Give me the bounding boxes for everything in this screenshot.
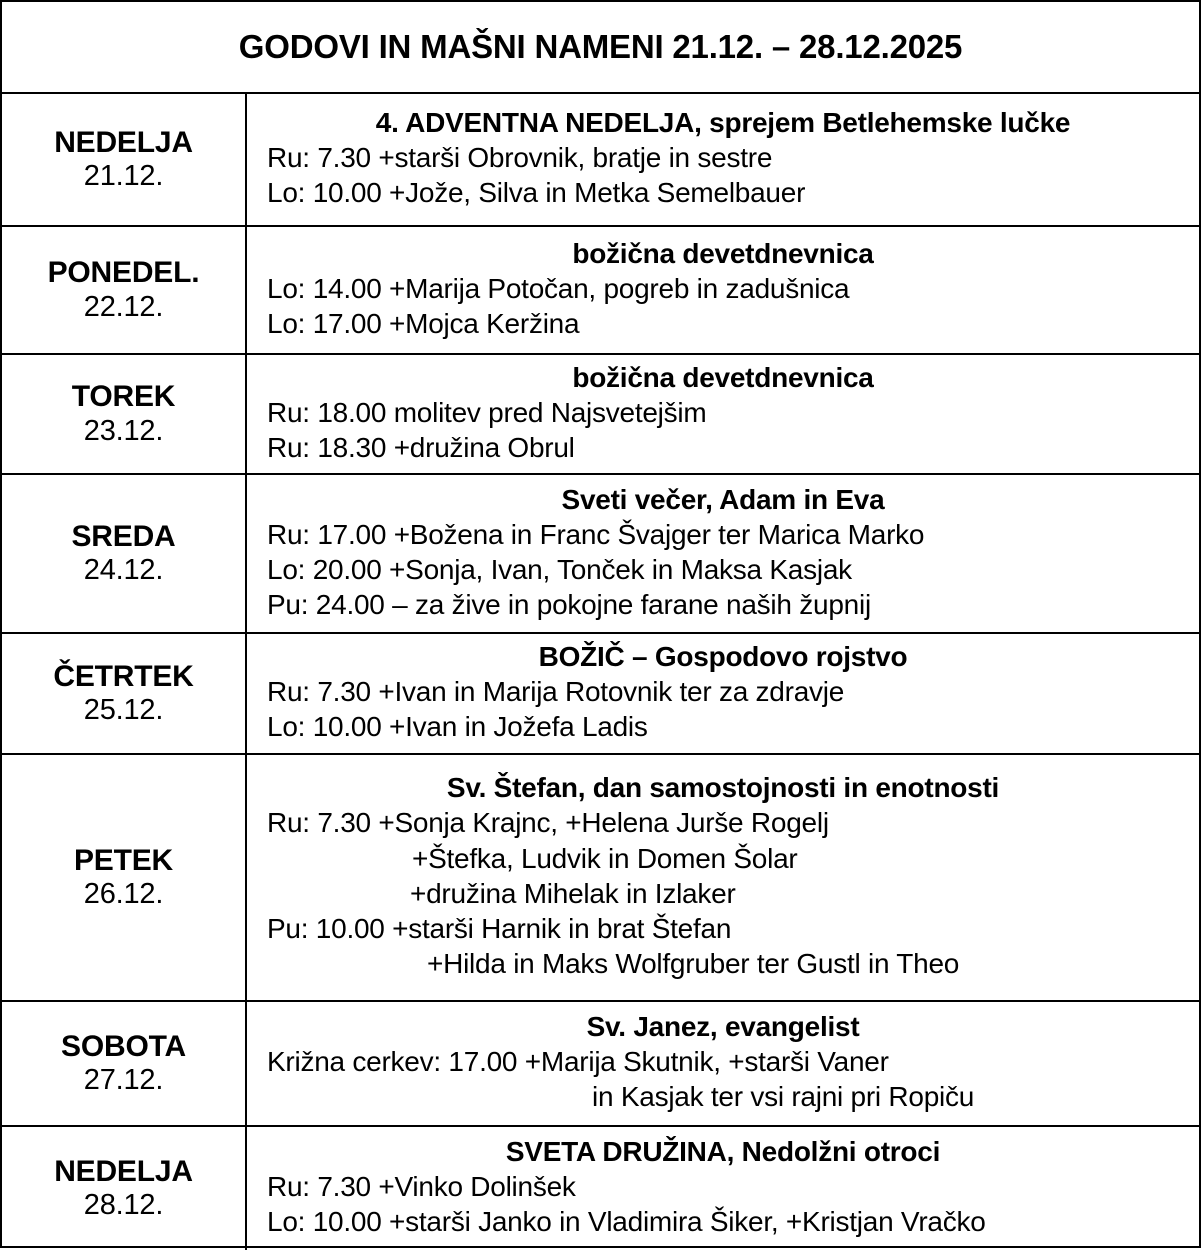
schedule-rows <box>2 94 1199 1250</box>
mass-intention-line: in Kasjak ter vsi rajni pri Ropiču <box>592 1081 975 1113</box>
table-row <box>2 94 1199 227</box>
mass-intention-line: Ru: 7.30 +starši Obrovnik, bratje in sestre <box>267 142 773 174</box>
feast-heading: SVETA DRUŽINA, Nedolžni otroci <box>505 1136 941 1168</box>
mass-intention-line: Ru: 17.00 +Božena in Franc Švajger ter Marica Marko <box>267 518 925 550</box>
entries-cell <box>247 755 1199 1000</box>
day-name: NEDELJA <box>54 1154 193 1188</box>
table-row <box>2 355 1199 475</box>
mass-intention-line: Ru: 7.30 +Vinko Dolinšek <box>267 1171 576 1203</box>
entries-cell <box>247 1002 1199 1125</box>
day-cell <box>2 227 247 353</box>
entries-cell <box>247 475 1199 632</box>
day-name: PETEK <box>73 843 174 877</box>
mass-intention-line: +Štefka, Ludvik in Domen Šolar <box>412 842 798 874</box>
feast-heading: BOŽIČ – Gospodovo rojstvo <box>538 641 908 673</box>
table-row <box>2 475 1199 634</box>
feast-heading: božična devetdnevnica <box>572 237 874 269</box>
day-date: 26.12. <box>83 878 164 911</box>
day-date: 24.12. <box>83 554 164 587</box>
mass-intention-line: Lo: 10.00 +Jože, Silva in Metka Semelbauer <box>267 177 806 209</box>
table-row <box>2 755 1199 1002</box>
mass-intention-line: +Hilda in Maks Wolfgruber ter Gustl in Theo <box>427 948 960 980</box>
day-name: TOREK <box>71 380 176 414</box>
day-name: NEDELJA <box>54 125 193 159</box>
day-cell <box>2 634 247 753</box>
mass-intention-line: Pu: 24.00 – za žive in pokojne farane naših župnij <box>267 589 871 621</box>
day-name: PONEDEL. <box>47 256 200 290</box>
mass-intention-line: Lo: 10.00 +Ivan in Jožefa Ladis <box>267 711 648 743</box>
entries-cell <box>247 634 1199 753</box>
feast-heading: Sv. Janez, evangelist <box>586 1011 860 1043</box>
mass-intention-line: Križna cerkev: 17.00 +Marija Skutnik, +starši Vaner <box>267 1046 889 1078</box>
page-title: GODOVI IN MAŠNI NAMENI 21.12. – 28.12.2025 <box>238 28 963 65</box>
feast-heading: 4. ADVENTNA NEDELJA, sprejem Betlehemske lučke <box>375 107 1071 139</box>
mass-intention-line: +družina Mihelak in Izlaker <box>410 877 736 909</box>
day-cell <box>2 1127 247 1250</box>
mass-intention-line: Ru: 7.30 +Sonja Krajnc, +Helena Jurše Rogelj <box>267 807 829 839</box>
day-cell <box>2 755 247 1000</box>
mass-intention-line: Lo: 14.00 +Marija Potočan, pogreb in zadušnica <box>267 272 850 304</box>
feast-heading: Sveti večer, Adam in Eva <box>561 483 885 515</box>
day-date: 27.12. <box>83 1064 164 1097</box>
mass-intention-line: Lo: 20.00 +Sonja, Ivan, Tonček in Maksa Kasjak <box>267 553 852 585</box>
day-name: SOBOTA <box>61 1029 186 1063</box>
feast-heading: Sv. Štefan, dan samostojnosti in enotnosti <box>446 772 1000 804</box>
day-cell <box>2 94 247 225</box>
entries-cell <box>247 94 1199 225</box>
table-row <box>2 1002 1199 1127</box>
entries-cell <box>247 1127 1199 1250</box>
entries-cell <box>247 355 1199 473</box>
day-date: 23.12. <box>83 414 164 447</box>
entries-cell <box>247 227 1199 353</box>
table-row <box>2 227 1199 355</box>
day-cell <box>2 475 247 632</box>
mass-intention-line: Pu: 10.00 +starši Harnik in brat Štefan <box>267 913 732 945</box>
table-row <box>2 634 1199 755</box>
table-row <box>2 1127 1199 1250</box>
day-cell <box>2 1002 247 1125</box>
mass-intention-line: Ru: 18.00 molitev pred Najsvetejšim <box>267 396 707 428</box>
mass-intention-line: Ru: 18.30 +družina Obrul <box>267 431 575 463</box>
table-title-row <box>2 2 1199 94</box>
mass-intention-line: Lo: 10.00 +starši Janko in Vladimira Šiker, +Kristjan Vračko <box>267 1206 986 1238</box>
feast-heading: božična devetdnevnica <box>572 361 874 393</box>
day-name: ČETRTEK <box>53 659 194 693</box>
mass-intention-line: Ru: 7.30 +Ivan in Marija Rotovnik ter za zdravje <box>267 676 845 708</box>
day-date: 28.12. <box>83 1189 164 1222</box>
day-cell <box>2 355 247 473</box>
day-date: 22.12. <box>83 290 164 323</box>
day-date: 21.12. <box>83 160 164 193</box>
day-date: 25.12. <box>83 694 164 727</box>
day-name: SREDA <box>71 519 176 553</box>
mass-intention-line: Lo: 17.00 +Mojca Keržina <box>267 307 580 339</box>
